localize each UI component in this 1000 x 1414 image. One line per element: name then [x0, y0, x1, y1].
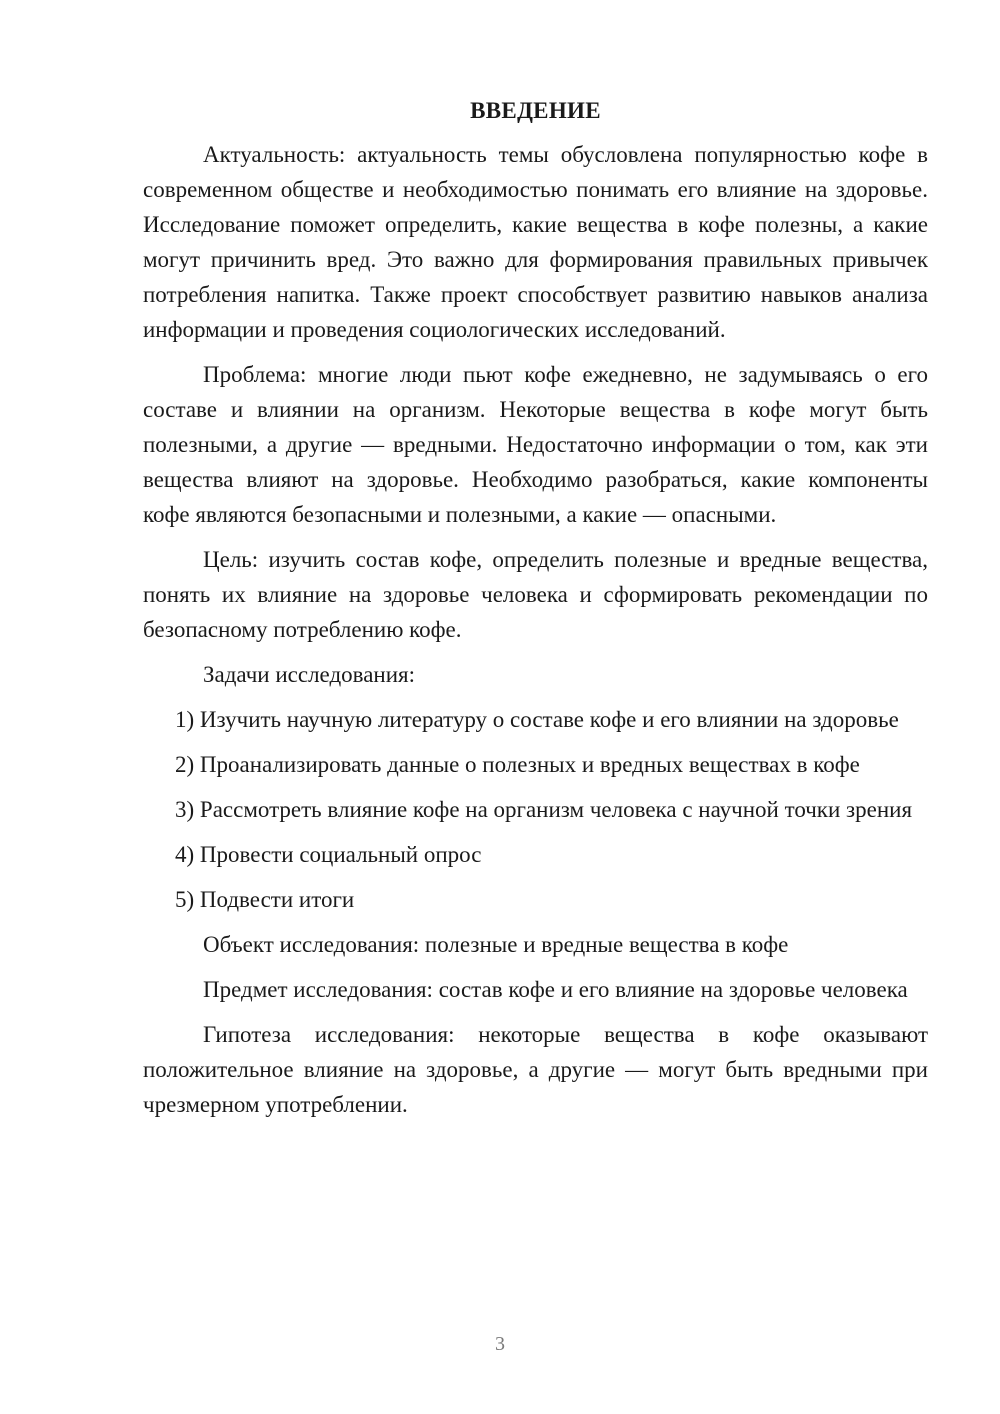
paragraph-problem: Проблема: многие люди пьют кофе ежедневно, не задумываясь о его составе и влиянии на организм. Некоторые вещества в кофе могут быть полезными, а другие — вредными. Недостаточно информации о том, как эти вещества влияют на здоровье. Необходимо разобраться, какие компоненты кофе являются безопасными и полезными, а какие — опасными. [143, 362, 928, 527]
task-item-2: 2) Проанализировать данные о полезных и вредных веществах в кофе [175, 752, 860, 777]
paragraph-relevance: Актуальность: актуальность темы обусловлена популярностью кофе в современном обществе и необходимостью понимать его влияние на здоровье. Исследование поможет определить, какие вещества в кофе полезны, а какие могут причинить вред. Это важно для формирования правильных привычек потребления напитка. Также проект способствует развитию навыков анализа информации и проведения социологических исследований. [143, 142, 928, 342]
document-page [143, 93, 928, 1132]
task-item-4: 4) Провести социальный опрос [175, 842, 482, 867]
paragraph-subject: Предмет исследования: состав кофе и его влияние на здоровье человека [203, 977, 908, 1002]
paragraph-hypothesis: Гипотеза исследования: некоторые вещества в кофе оказывают положительное влияние на здоровье, а другие — могут быть вредными при чрезмерном употреблении. [143, 1022, 928, 1117]
paragraph-goal: Цель: изучить состав кофе, определить полезные и вредные вещества, понять их влияние на здоровье человека и сформировать рекомендации по безопасному потреблению кофе. [143, 547, 928, 642]
paragraph-object: Объект исследования: полезные и вредные вещества в кофе [203, 932, 789, 957]
section-title: ВВЕДЕНИЕ [470, 98, 601, 123]
page-number: 3 [495, 1333, 505, 1355]
task-item-5: 5) Подвести итоги [175, 887, 355, 912]
task-item-1: 1) Изучить научную литературу о составе кофе и его влиянии на здоровье [175, 707, 899, 732]
task-item-3: 3) Рассмотреть влияние кофе на организм человека с научной точки зрения [175, 797, 913, 822]
tasks-heading: Задачи исследования: [203, 662, 416, 687]
